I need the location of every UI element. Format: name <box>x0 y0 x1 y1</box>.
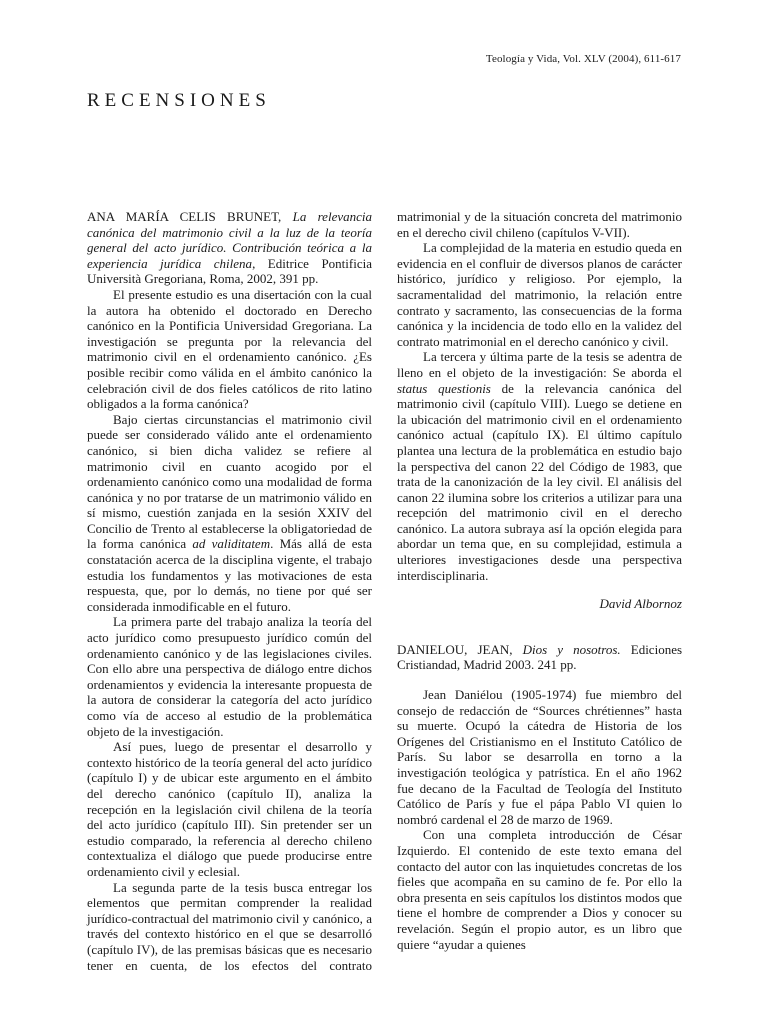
review2-paragraph: Con una completa introducción de César Izquierdo. El contenido de este texto emana del contacto del autor con las inquietudes concretas de los fieles que acompaña en su camino de fe. Por ello la obra presenta en seis capítulos los distintos modos que tiene el hombre de comprender a Dios y conocer su revelación. Según el propio autor, es un libro que quiere “ayudar a quienes <box>397 827 682 952</box>
review1-paragraph: La primera parte del trabajo analiza la teoría del acto jurídico como presupuesto jurídico común del ordenamiento canónico y de las legislaciones civiles. Con ello abre una perspectiva de diálogo entre dichos ordenamientos y evidencia la interesante propuesta de la autora de considerar la categoría del acto jurídico como vía de acceso al estudio de la problemática objeto de la investigación. <box>87 614 372 739</box>
review1-book-title: La relevancia canónica del matrimonio civil a la luz de la teoría general del acto jurídico. Contribución teórica a la experiencia jurídica chilena <box>87 209 372 271</box>
review2-book-title: Dios y nosotros. <box>522 641 621 657</box>
review1-publisher: , Editrice Pontificia Università Gregoriana, Roma, 2002, 391 pp. <box>87 255 372 287</box>
review1-paragraph: El presente estudio es una disertación con la cual la autora ha obtenido el doctorado en Derecho canónico en la Pontificia Universidad Gregoriana. La investigación se pregunta por la relevancia del matrimonio civil en el ordenamiento canónico. ¿Es posible recibir como válida en el ámbito canónico la celebración civil de dos fieles católicos de rito latino obligados a la forma canónica? <box>87 286 372 412</box>
review-separator <box>397 612 682 642</box>
review1-paragraph: La complejidad de la materia en estudio queda en evidencia en el confluir de diversos planos de carácter histórico, jurídico y religioso. Por ejemplo, la sacramentalidad del matrimonio, la relación entre contrato y sacramento, las consecuencias de la forma canónica y la incidencia de todo ello en la validez del contrato matrimonial en el derecho canónico y civil. <box>397 240 682 349</box>
reviewer-signature: David Albornoz <box>599 596 682 612</box>
review2-publisher: Ediciones Cristiandad, Madrid 2003. 241 pp. <box>397 641 683 673</box>
review1-paragraph: Así pues, luego de presentar el desarrollo y contexto histórico de la teoría general del acto jurídico (capítulo I) y de ubicar este argumento en el ámbito del derecho canónico (capítulo II), analiza la recepción en la legislación civil chilena de la teoría del acto jurídico (capítulo III). Sin pretender ser un estudio comparado, la referencia al derecho chileno contextualiza el diálogo que puede producirse entre ordenamiento civil y eclesial. <box>87 739 372 879</box>
review2-author: DANIELOU, JEAN, <box>397 641 513 657</box>
review1-paragraph: La segunda parte de la tesis busca entregar los elementos que permitan comprender la realidad jurídico-contractual del matrimonio civil y canónico, a través del contexto histórico en el que se desarrolló (capítulo IV), de las premisas básicas que es necesario tener en cuenta, de los efectos del contrato matrimonial y de la situación concreta del matrimonio en el derecho civil chileno (capítulos V-VII). <box>87 209 682 973</box>
section-title: RECENSIONES <box>87 90 271 111</box>
review1-heading <box>87 209 372 287</box>
review1-paragraph: Bajo ciertas circunstancias el matrimonio civil puede ser considerado válido ante el ordenamiento canónico, si bien dicha validez se refiere al matrimonio civil en cuanto acogido por el ordenamiento canónico como una modalidad de forma canónica y no por tratarse de un matrimonio válido en sí mismo, cuestión zanjada en la sesión XXIV del Concilio de Trento al establecerse la obligatoriedad de la forma canónica ad validitatem. Más allá de esta constatación acerca de la disciplina vigente, el trabajo estudia los fundamentos y las motivaciones de esta respuesta, que, por lo demás, no tiene por qué ser considerada inmodificable en el futuro. <box>87 411 372 614</box>
article-body <box>87 209 682 999</box>
review2-heading <box>397 642 682 673</box>
journal-citation: Teología y Vida, Vol. XLV (2004), 611-617 <box>485 53 681 65</box>
latin-term: status questionis <box>397 380 491 396</box>
latin-term: ad validitatem <box>192 536 271 552</box>
review1-author: ANA MARÍA CELIS BRUNET, <box>87 209 282 224</box>
review1-paragraph: La tercera y última parte de la tesis se adentra de lleno en el objeto de la investigación: Se aborda el status questionis de la relevancia canónica del matrimonio civil (capítulo VIII). Luego se detiene en la ubicación del matrimonio civil en el ordenamiento canónico actual (capítulo IX). El último capítulo plantea una lectura de la problemática en estudio bajo la perspectiva del canon 22 del Código de 1983, que trata de la canonización de la ley civil. El análisis del canon 22 ilumina sobre los criterios a utilizar para una recepción del matrimonio civil en el derecho canónico. La autora subraya así la opción elegida para abordar un tema que, en su complejidad, estimula a ulteriores investigaciones desde una perspectiva interdisciplinaria. <box>397 349 682 583</box>
heading-gap <box>397 673 682 687</box>
review2-paragraph: Jean Daniélou (1905-1974) fue miembro del consejo de redacción de “Sources chrétiennes” hasta su muerte. Ocupó la cátedra de Historia de los Orígenes del Cristianismo en el Instituto Católico de París. Su labor se desarrolla en torno a la investigación teológica y patrística. En el año 1962 fue decano de la Facultad de Teología del Instituto Católico de París y fue el pápa Pablo VI quien lo nombró cardenal el 28 de marzo de 1969. <box>397 687 682 827</box>
